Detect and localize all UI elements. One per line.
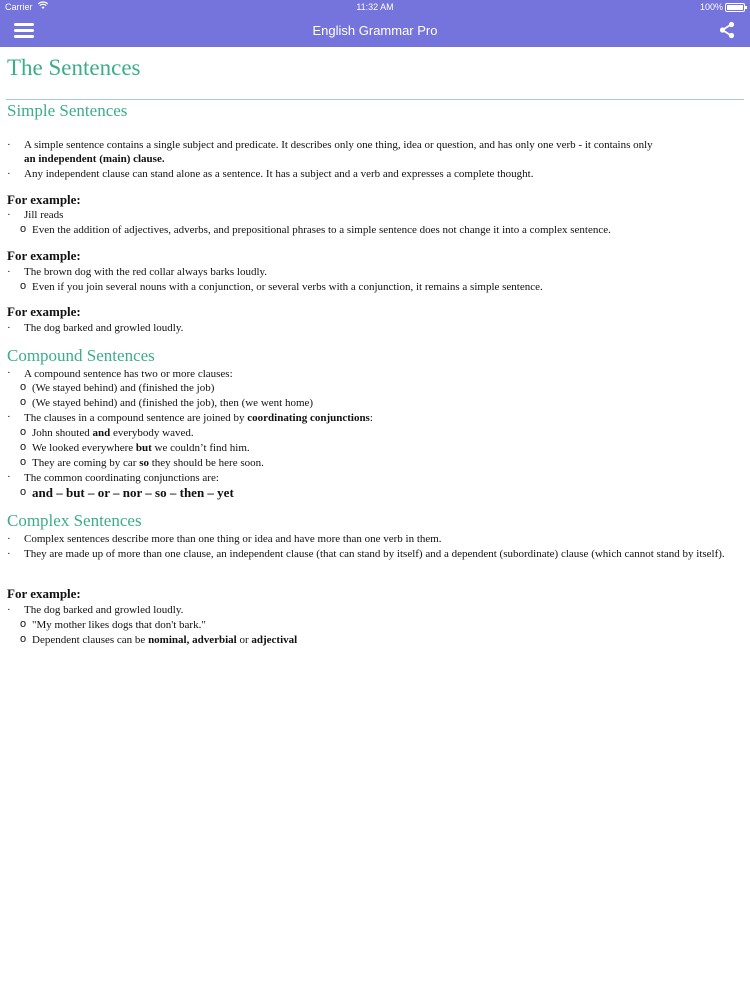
example-label: For example:: [7, 192, 81, 207]
bold-text: and: [92, 427, 111, 439]
simple-bullet-1-bold: [24, 152, 165, 166]
bullet-dot: ·: [7, 548, 11, 560]
bold-text: so: [139, 457, 149, 469]
compound-sub-item: [20, 381, 214, 395]
bullet-dot: ·: [7, 209, 11, 221]
battery-icon: [725, 3, 745, 12]
example-label: For example:: [7, 586, 81, 601]
compound-bullet-3: The common coordinating conjunctions are:: [24, 472, 219, 484]
independent-clause-bold: an independent (main) clause.: [24, 153, 165, 165]
bullet-dot: ·: [7, 411, 11, 423]
complex-bullet-2: They are made up of more than one clause, an independent clause (that can stand by itself) and a dependent (subordinate) clause (which cannot stand by itself).: [24, 548, 725, 560]
example-item: The dog barked and growled loudly.: [24, 322, 184, 334]
bullet-dot: ·: [7, 367, 11, 379]
bullet-dot: ·: [7, 168, 11, 180]
compound-sub-item: [20, 396, 313, 410]
text: John shouted: [32, 427, 93, 439]
bold-text: but: [135, 442, 152, 454]
clock: 11:32 AM: [356, 2, 394, 12]
bullet-dot: ·: [7, 139, 11, 151]
bullet-dot: ·: [7, 266, 11, 278]
sub-text: (We stayed behind) and (finished the job), then (we went home): [32, 397, 314, 409]
conjunction-list: [20, 486, 234, 501]
text: we couldn’t find him.: [151, 442, 250, 454]
bold-text: nominal, adverbial: [148, 634, 237, 646]
example-label: For example:: [7, 304, 81, 319]
example-sub-item: [20, 280, 543, 294]
compound-bullet-1: A compound sentence has two or more clauses:: [24, 368, 233, 380]
carrier-label: Carrier: [5, 2, 33, 12]
section-heading-compound: Compound Sentences: [7, 346, 155, 365]
example-sub-item: [20, 633, 297, 647]
example-label: For example:: [7, 248, 81, 263]
bold-text: coordinating conjunctions: [247, 412, 370, 424]
text: Dependent clauses can be: [32, 634, 149, 646]
text: everybody waved.: [110, 427, 194, 439]
simple-bullet-1: A simple sentence contains a single subject and predicate. It describes only one thing, idea or question, and has only one verb - it contains only: [24, 139, 653, 151]
text: We looked everywhere: [32, 442, 136, 454]
complex-bullet-1: Complex sentences describe more than one thing or idea and have more than one verb in them.: [24, 533, 442, 545]
navigation-bar: [0, 14, 750, 47]
bullet-dot: ·: [7, 533, 11, 545]
app-title: English Grammar Pro: [312, 23, 438, 38]
bullet-dot: ·: [7, 604, 11, 616]
example-item: Jill reads: [24, 209, 64, 221]
text: They are coming by car: [32, 457, 140, 469]
section-heading-complex: Complex Sentences: [7, 511, 142, 530]
sub-text: Even if you join several nouns with a conjunction, or several verbs with a conjunction, it remains a simple sentence.: [32, 281, 543, 293]
example-item: The brown dog with the red collar always barks loudly.: [24, 266, 268, 278]
compound-bullet-2: [24, 411, 373, 425]
text: The clauses in a compound sentence are joined by: [24, 412, 248, 424]
conjunctions-text: and – but – or – nor – so – then – yet: [32, 485, 234, 500]
compound-sub-item: [20, 456, 264, 470]
status-bar: [0, 0, 750, 14]
text: they should be here soon.: [148, 457, 264, 469]
text: :: [369, 412, 373, 424]
text: or: [236, 634, 252, 646]
section-heading-simple: Simple Sentences: [7, 101, 128, 120]
page-title: The Sentences: [7, 55, 141, 80]
bold-text: adjectival: [251, 634, 298, 646]
title-divider: [6, 99, 744, 100]
simple-bullet-2: Any independent clause can stand alone as a sentence. It has a subject and a verb and expresses a complete thought.: [24, 168, 534, 180]
example-sub-item: [20, 618, 206, 632]
sub-text: (We stayed behind) and (finished the job): [32, 382, 215, 394]
bullet-dot: ·: [7, 471, 11, 483]
example-item: The dog barked and growled loudly.: [24, 604, 184, 616]
compound-sub-item: [20, 426, 194, 440]
share-icon[interactable]: [718, 21, 736, 39]
battery-percent: 100%: [699, 2, 723, 12]
example-sub-item: [20, 223, 611, 237]
sub-text: "My mother likes dogs that don't bark.": [32, 619, 206, 631]
bullet-dot: ·: [7, 322, 11, 334]
sub-text: Even the addition of adjectives, adverbs, and prepositional phrases to a simple sentence does not change it into a complex sentence.: [32, 224, 611, 236]
compound-sub-item: [20, 441, 250, 455]
